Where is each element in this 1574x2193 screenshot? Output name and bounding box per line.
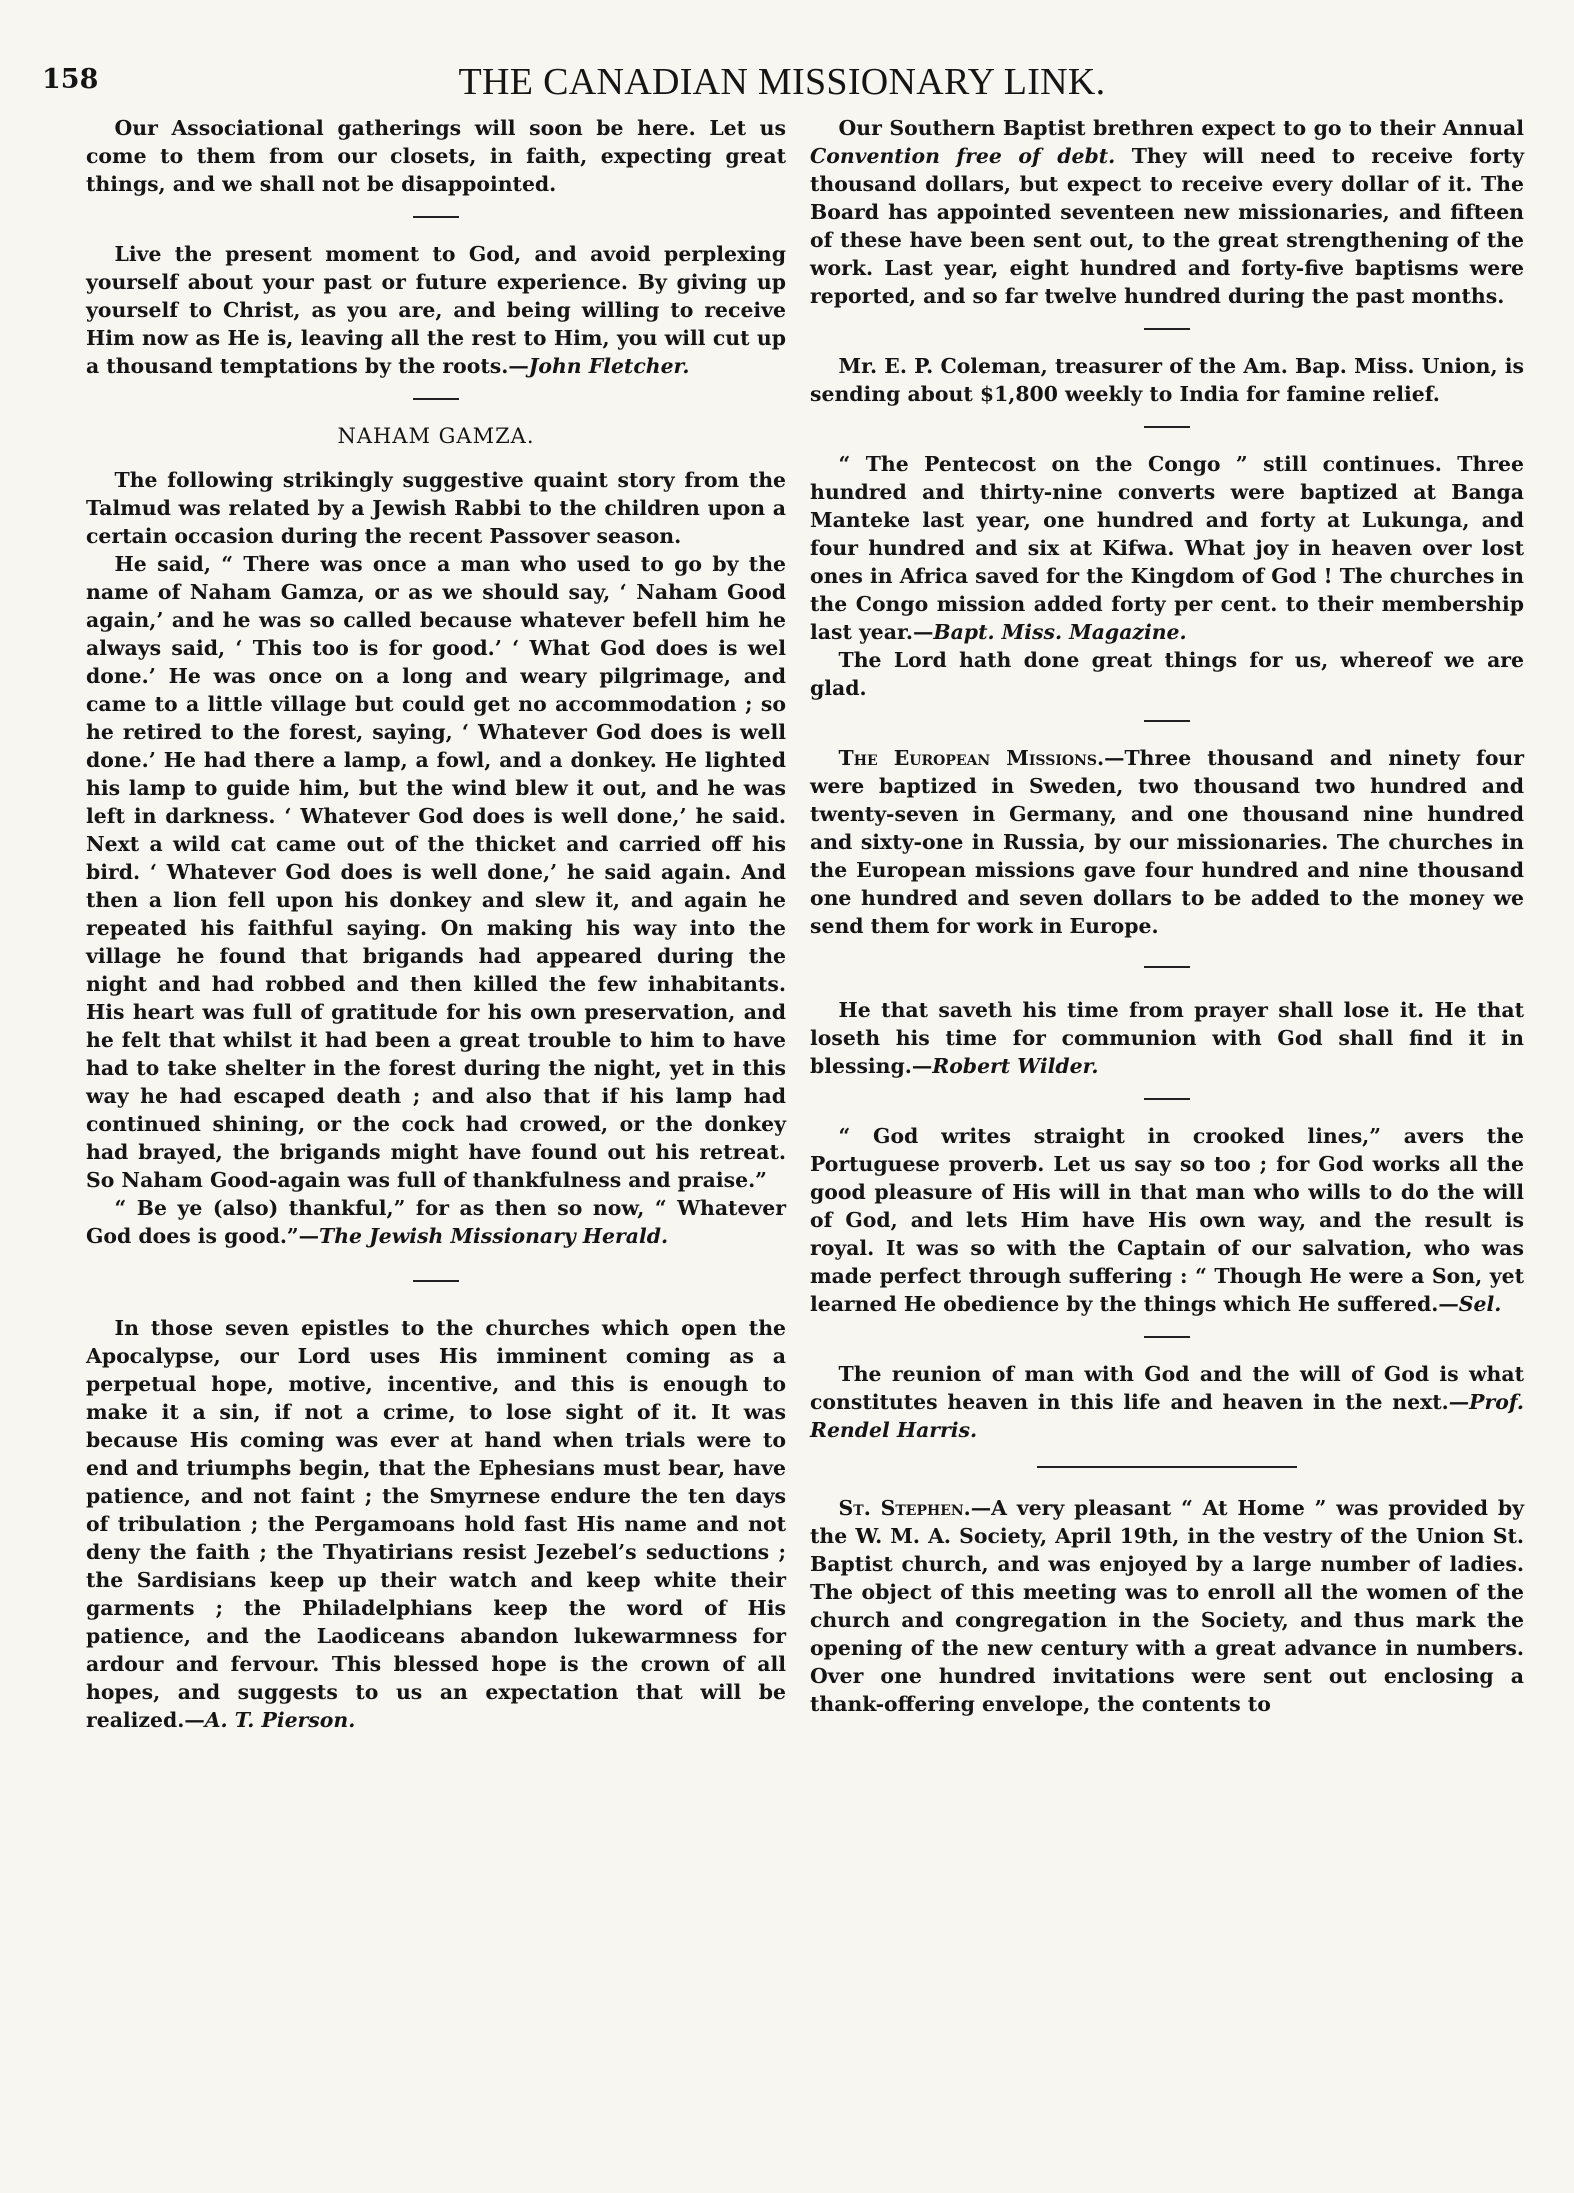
congo-paragraph xyxy=(810,450,1524,646)
naham-gamza-heading: NAHAM GAMZA. xyxy=(337,424,535,448)
page-number: 158 xyxy=(42,64,99,95)
left-column xyxy=(86,114,786,1734)
wilder-paragraph xyxy=(810,996,1524,1080)
divider xyxy=(413,216,459,218)
european-missions-paragraph xyxy=(810,744,1524,940)
right-column xyxy=(810,114,1524,1718)
divider xyxy=(1144,426,1190,428)
southern-baptist-paragraph xyxy=(810,114,1524,310)
crooked-lines-paragraph xyxy=(810,1122,1524,1318)
fletcher-text: Live the present moment to God, and avoid perplexing yourself about your past or future experience. By giving up yourself to Christ, as you are, and being willing to receive Him now as He is, leaving all the rest to Him, you will cut up a thousand temptations by the roots.— xyxy=(86,242,786,378)
fletcher-attribution: John Fletcher. xyxy=(528,354,690,378)
sel-attribution: Sel. xyxy=(1458,1292,1502,1316)
publication-title: THE CANADIAN MISSIONARY LINK. xyxy=(458,61,1106,103)
naham-story-paragraph: He said, “ There was once a man who used to go by the name of Naham Gamza, or as we should say, ‘ Naham Good again,’ and he was so called because whatever befell him he always said, ‘ This too is for good.’ ‘ What God does is wel done.’ He was once on a long and weary pilgrimage, and came to a little village but could get no accommodation ; so he retired to the forest, saying, ‘ Whatever God does is well done.’ He had there a lamp, a fowl, and a donkey. He lighted his lamp to guide him, but the wind blew it out, and he was left in darkness. ‘ Whatever God does is well done,’ he said. Next a wild cat came out of the thicket and carried off his bird. ‘ Whatever God does is well done,’ he said again. And then a lion fell upon his donkey and slew it, and again he repeated his faithful saying. On making his way into the village he found that brigands had appeared during the night and had robbed and then killed the few inhabitants. His heart was full of gratitude for his own preservation, and he felt that whilst it had been a great trouble to him to have had to take shelter in the forest during the night, yet in this way he had escaped death ; and also that if his lamp had continued shining, or the cock had crowed, or the donkey had brayed, the brigands might have found out his retreat. So Naham Good-again was full of thankfulness and praise.” xyxy=(86,552,786,1192)
fletcher-paragraph xyxy=(86,240,786,380)
wilder-text: He that saveth his time from prayer shall lose it. He that loseth his time for communion with God shall find it in blessing.— xyxy=(810,998,1524,1078)
bapt-magazine-attribution: Bapt. Miss. Magazine. xyxy=(933,620,1187,644)
divider xyxy=(1144,328,1190,330)
congo-text: “ The Pentecost on the Congo ” still continues. Three hundred and thirty-nine converts were baptized at Banga Manteke last year, one hundred and forty at Lukunga, and four hundred and six at Kifwa. What joy in heaven over lost ones in Africa saved for the Kingdom of God ! The churches in the Congo mission added forty per cent. to their membership last year.— xyxy=(810,452,1524,644)
congo-close-paragraph: The Lord hath done great things for us, whereof we are glad. xyxy=(810,648,1524,700)
section-divider xyxy=(1037,1466,1297,1468)
wilder-attribution: Robert Wilder. xyxy=(932,1054,1099,1078)
pierson-paragraph xyxy=(86,1314,786,1734)
southern-emphasis: Convention free of debt. xyxy=(810,144,1116,168)
european-missions-label: The European Missions. xyxy=(838,746,1105,770)
divider xyxy=(1144,1098,1190,1100)
divider xyxy=(1144,966,1190,968)
divider xyxy=(413,1280,459,1282)
southern-text-1: Our Southern Baptist brethren expect to go to their Annual xyxy=(838,116,1524,140)
coleman-paragraph: Mr. E. P. Coleman, treasurer of the Am. Bap. Miss. Union, is sending about $1,800 weekly to India for famine relief. xyxy=(810,354,1524,406)
pierson-text: In those seven epistles to the churches which open the Apocalypse, our Lord uses His imminent coming as a perpetual hope, motive, incentive, and this is enough to make it a sin, if not a crime, to lose sight of it. It was because His coming was ever at hand when trials were to end and triumphs begin, that the Ephesians must bear, have patience, and not faint ; the Smyrnese endure the ten days of tribulation ; the Pergamoans hold fast His name and not deny the faith ; the Thyatirians resist Jezebel’s seductions ; the Sardisians keep up their watch and keep white their garments ; the Philadelphians keep the word of His patience, and the Laodiceans abandon lukewarmness for ardour and fervour. This blessed hope is the crown of all hopes, and suggests to us an expectation that will be realized.— xyxy=(86,1316,786,1732)
divider xyxy=(1144,1336,1190,1338)
harris-text: The reunion of man with God and the will of God is what constitutes heaven in this life and heaven in the next.— xyxy=(810,1362,1524,1414)
harris-paragraph xyxy=(810,1360,1524,1444)
st-stephen-text: —A very pleasant “ At Home ” was provided by the W. M. A. Society, April 19th, in the vestry of the Union St. Baptist church, and was enjoyed by a large number of ladies. The object of this meeting was to enroll all the women of the church and congregation in the Society, and thus mark the opening of the new century with a great advance in numbers. Over one hundred invitations were sent out enclosing a thank-offering envelope, the contents to xyxy=(810,1496,1524,1716)
page-header xyxy=(42,56,1522,106)
naham-close-paragraph xyxy=(86,1194,786,1250)
pierson-attribution: A. T. Pierson. xyxy=(204,1708,356,1732)
st-stephen-paragraph xyxy=(810,1494,1524,1718)
harris-attribution: Prof. Rendel Harris. xyxy=(810,1390,1524,1442)
crooked-lines-text: “ God writes straight in crooked lines,” avers the Portuguese proverb. Let us say so too ; for God works all the good pleasure of His will in that man who wills to do the will of God, and lets Him have His own way, and the result is royal. It was so with the Captain of our salvation, who was made perfect through suffering : “ Though He were a Son, yet learned He obedience by the things which He suffered.— xyxy=(810,1124,1524,1316)
st-stephen-label: St. Stephen. xyxy=(838,1496,971,1520)
european-missions-text: —Three thousand and ninety four were baptized in Sweden, two thousand two hundred and twenty-seven in Germany, and one thousand nine hundred and sixty-one in Russia, by our missionaries. The churches in the European missions gave four hundred and nine thousand one hundred and seven dollars to be added to the money we send them for work in Europe. xyxy=(810,746,1524,938)
divider xyxy=(413,398,459,400)
naham-intro-paragraph: The following strikingly suggestive quaint story from the Talmud was related by a Jewish Rabbi to the children upon a certain occasion during the recent Passover season. xyxy=(86,468,786,548)
associational-paragraph: Our Associational gatherings will soon be here. Let us come to them from our closets, in faith, expecting great things, and we shall not be disappointed. xyxy=(86,116,786,196)
southern-text-2: They will need to receive forty thousand dollars, but expect to receive every dollar of it. The Board has appointed seventeen new missionaries, and fifteen of these have been sent out, to the great strengthening of the work. Last year, eight hundred and forty-five baptisms were reported, and so far twelve hundred during the past months. xyxy=(810,144,1524,308)
jewish-herald-attribution: The Jewish Missionary Herald. xyxy=(319,1224,669,1248)
divider xyxy=(1144,720,1190,722)
naham-close-text: “ Be ye (also) thankful,” for as then so now, “ Whatever God does is good.”— xyxy=(86,1196,786,1248)
